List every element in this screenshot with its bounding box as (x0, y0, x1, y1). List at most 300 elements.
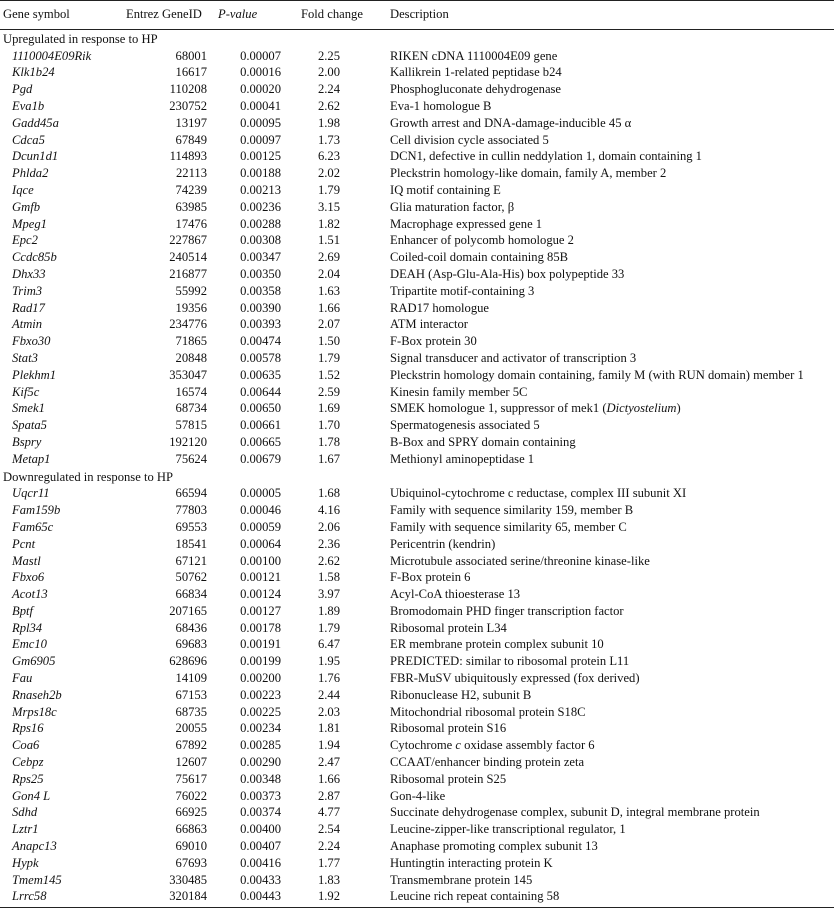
italic-term: Dictyostelium (606, 401, 677, 416)
gene-symbol-cell: Eva1b (12, 98, 45, 113)
fold-change-cell: 2.54 (317, 822, 340, 837)
p-value-cell: 0.00064 (240, 536, 281, 551)
fold-change-cell: 1.79 (317, 350, 340, 365)
p-value-cell: 0.00124 (240, 587, 281, 602)
gene-symbol-cell: Klk1b24 (12, 65, 55, 80)
p-value-cell: 0.00199 (240, 654, 281, 669)
fold-change-cell: 1.89 (317, 603, 340, 618)
entrez-id-cell: 67121 (175, 553, 207, 568)
p-value-cell: 0.00213 (240, 182, 281, 197)
p-value-cell: 0.00007 (240, 48, 281, 63)
entrez-id-cell: 240514 (169, 250, 207, 265)
gene-symbol-cell: Rps16 (12, 721, 44, 736)
fold-change-cell: 1.94 (317, 738, 340, 753)
fold-change-cell: 1.79 (317, 182, 340, 197)
fold-change-cell: 4.16 (317, 503, 340, 518)
description-cell: Family with sequence similarity 65, member C (390, 519, 627, 534)
table-row (0, 182, 834, 199)
entrez-id-cell: 16574 (175, 384, 207, 399)
entrez-id-cell: 110208 (169, 82, 207, 97)
gene-symbol-cell: Gmfb (12, 199, 40, 214)
p-value-cell: 0.00059 (240, 519, 281, 534)
entrez-id-cell: 75617 (175, 771, 207, 786)
description-cell: Ribosomal protein L34 (390, 620, 507, 635)
fold-change-cell: 1.78 (317, 434, 340, 449)
description-cell: Cytochrome c oxidase assembly factor 6 (390, 738, 595, 753)
entrez-id-cell: 234776 (169, 317, 207, 332)
table-row (0, 400, 834, 417)
entrez-id-cell: 192120 (169, 434, 207, 449)
header-description: Description (380, 1, 834, 30)
description-cell: Leucine rich repeat containing 58 (380, 888, 834, 907)
p-value-cell: 0.00400 (240, 822, 281, 837)
fold-change-cell: 2.44 (317, 687, 340, 702)
description-cell: Microtubule associated serine/threonine kinase-like (390, 553, 650, 568)
gene-symbol-cell: Trim3 (12, 283, 43, 298)
p-value-cell: 0.00374 (240, 805, 281, 820)
entrez-id-cell: 67849 (175, 132, 207, 147)
table-row (0, 64, 834, 81)
entrez-id-cell: 19356 (175, 300, 207, 315)
table-row (0, 603, 834, 620)
table-row (0, 553, 834, 570)
fold-change-cell: 2.24 (317, 839, 340, 854)
description-cell: Pleckstrin homology domain containing, family M (with RUN domain) member 1 (390, 367, 804, 382)
description-cell: Pleckstrin homology-like domain, family A, member 2 (390, 166, 667, 181)
entrez-id-cell: 69553 (175, 519, 207, 534)
section-title: Upregulated in response to HP (3, 31, 158, 46)
entrez-id-cell: 13197 (175, 115, 207, 130)
gene-symbol-cell: Rad17 (12, 300, 45, 315)
description-cell: Leucine-zipper-like transcriptional regulator, 1 (390, 822, 626, 837)
entrez-id-cell: 20055 (175, 721, 207, 736)
fold-change-cell: 1.95 (317, 654, 340, 669)
fold-change-cell: 1.70 (317, 418, 340, 433)
table-row (0, 720, 834, 737)
description-cell: IQ motif containing E (390, 182, 501, 197)
fold-change-cell: 2.69 (317, 250, 340, 265)
header-p-value-label: P-value (218, 7, 258, 21)
description-cell: Ribosomal protein S25 (390, 771, 507, 786)
description-cell: DEAH (Asp-Glu-Ala-His) box polypeptide 33 (390, 266, 625, 281)
gene-symbol-cell: Mpeg1 (12, 216, 47, 231)
table-row (0, 81, 834, 98)
entrez-id-cell: 67153 (175, 687, 207, 702)
fold-change-cell: 1.58 (317, 570, 340, 585)
header-p-value (214, 1, 286, 30)
table-row (0, 586, 834, 603)
description-cell: Huntingtin interacting protein K (390, 855, 553, 870)
entrez-id-cell: 628696 (169, 654, 207, 669)
p-value-cell: 0.00358 (240, 283, 281, 298)
header-entrez-geneid: Entrez GeneID (114, 1, 214, 30)
entrez-id-cell: 66834 (175, 587, 207, 602)
gene-symbol-cell: Spata5 (12, 418, 47, 433)
fold-change-cell: 1.79 (317, 620, 340, 635)
entrez-id-cell: 68735 (175, 704, 207, 719)
fold-change-cell: 6.23 (317, 149, 340, 164)
p-value-cell: 0.00407 (240, 839, 281, 854)
entrez-id-cell: 12607 (175, 755, 207, 770)
gene-symbol-cell: Coa6 (12, 738, 40, 753)
gene-symbol-cell: Dhx33 (12, 266, 46, 281)
description-cell: Signal transducer and activator of transcription 3 (390, 350, 637, 365)
description-cell: SMEK homologue 1, suppressor of mek1 (Dictyostelium) (390, 401, 681, 416)
entrez-id-cell: 68436 (175, 620, 207, 635)
fold-change-cell: 1.77 (317, 855, 340, 870)
p-value-cell: 0.00288 (240, 216, 281, 231)
entrez-id-cell: 20848 (175, 350, 207, 365)
fold-change-cell: 1.66 (317, 300, 340, 315)
p-value-cell: 0.00178 (240, 620, 281, 635)
description-cell: Gon-4-like (390, 788, 446, 803)
fold-change-cell: 2.06 (317, 519, 340, 534)
header-fold-change: Fold change (286, 1, 380, 30)
table-row (0, 148, 834, 165)
entrez-id-cell: 14109 (175, 671, 207, 686)
fold-change-cell: 2.36 (317, 536, 340, 551)
fold-change-cell: 1.76 (317, 671, 340, 686)
fold-change-cell: 1.82 (317, 216, 340, 231)
description-cell: Glia maturation factor, β (390, 199, 515, 214)
p-value-cell: 0.00348 (240, 771, 281, 786)
description-cell: Acyl-CoA thioesterase 13 (390, 587, 521, 602)
p-value-cell: 0.00665 (240, 434, 281, 449)
fold-change-cell: 1.73 (317, 132, 340, 147)
fold-change-cell: 3.15 (317, 199, 340, 214)
p-value-cell: 0.00223 (240, 687, 281, 702)
p-value-cell: 0.00041 (240, 98, 281, 113)
description-cell: Succinate dehydrogenase complex, subunit D, integral membrane protein (390, 805, 760, 820)
description-cell: Bromodomain PHD finger transcription factor (390, 603, 624, 618)
fold-change-cell: 2.62 (317, 98, 340, 113)
entrez-id-cell: 230752 (169, 98, 207, 113)
gene-symbol-cell: Atmin (12, 317, 43, 332)
table-row (0, 384, 834, 401)
gene-symbol-cell: Gadd45a (12, 115, 59, 130)
description-cell: ATM interactor (390, 317, 468, 332)
gene-symbol-cell: Epc2 (12, 233, 38, 248)
p-value-cell: 0.00347 (240, 250, 281, 265)
p-value-cell: 0.00433 (240, 872, 281, 887)
fold-change-cell: 2.87 (317, 788, 340, 803)
gene-symbol-cell: Mastl (12, 553, 41, 568)
gene-symbol-cell: Anapc13 (12, 839, 57, 854)
description-cell: RAD17 homologue (390, 300, 489, 315)
section-header-row (0, 468, 834, 486)
gene-symbol-cell: Metap1 (12, 451, 51, 466)
entrez-id-cell: 114893 (169, 149, 207, 164)
description-cell: RIKEN cDNA 1110004E09 gene (390, 48, 558, 63)
gene-symbol-cell: Fau (12, 671, 33, 686)
p-value-cell: 0.00393 (240, 317, 281, 332)
entrez-id-cell: 57815 (175, 418, 207, 433)
entrez-id-cell: 320184 (114, 888, 214, 907)
p-value-cell: 0.00443 (214, 888, 286, 907)
entrez-id-cell: 22113 (175, 166, 207, 181)
gene-symbol-cell: Tmem145 (12, 872, 62, 887)
table-row (0, 653, 834, 670)
table-row (0, 687, 834, 704)
description-cell: Ribonuclease H2, subunit B (390, 687, 532, 702)
table-row (0, 704, 834, 721)
gene-symbol-cell: Pcnt (12, 536, 36, 551)
p-value-cell: 0.00225 (240, 704, 281, 719)
gene-symbol-cell: Rps25 (12, 771, 44, 786)
description-cell: Spermatogenesis associated 5 (390, 418, 540, 433)
entrez-id-cell: 18541 (175, 536, 207, 551)
fold-change-cell: 2.59 (317, 384, 340, 399)
p-value-cell: 0.00474 (240, 334, 281, 349)
p-value-cell: 0.00285 (240, 738, 281, 753)
gene-symbol-cell: Emc10 (12, 637, 47, 652)
p-value-cell: 0.00097 (240, 132, 281, 147)
p-value-cell: 0.00234 (240, 721, 281, 736)
table-row (0, 771, 834, 788)
entrez-id-cell: 55992 (175, 283, 207, 298)
entrez-id-cell: 67693 (175, 855, 207, 870)
gene-symbol-cell: Dcun1d1 (12, 149, 59, 164)
description-cell: Methionyl aminopeptidase 1 (390, 451, 535, 466)
gene-symbol-cell: Lrrc58 (0, 888, 114, 907)
description-cell: Mitochondrial ribosomal protein S18C (390, 704, 586, 719)
table-row (0, 804, 834, 821)
gene-symbol-cell: Hypk (12, 855, 39, 870)
p-value-cell: 0.00100 (240, 553, 281, 568)
gene-symbol-cell: 1110004E09Rik (12, 48, 92, 63)
description-cell: CCAAT/enhancer binding protein zeta (390, 755, 585, 770)
entrez-id-cell: 77803 (175, 503, 207, 518)
description-cell: B-Box and SPRY domain containing (390, 434, 576, 449)
description-cell: Tripartite motif-containing 3 (390, 283, 535, 298)
description-cell: DCN1, defective in cullin neddylation 1, domain containing 1 (390, 149, 702, 164)
entrez-id-cell: 76022 (175, 788, 207, 803)
header-gene-symbol: Gene symbol (0, 1, 114, 30)
table-row (0, 48, 834, 65)
p-value-cell: 0.00020 (240, 82, 281, 97)
gene-symbol-cell: Kif5c (12, 384, 40, 399)
italic-term: c (455, 738, 461, 753)
description-cell: Anaphase promoting complex subunit 13 (390, 839, 598, 854)
entrez-id-cell: 330485 (169, 872, 207, 887)
gene-symbol-cell: Smek1 (12, 401, 45, 416)
entrez-id-cell: 67892 (175, 738, 207, 753)
gene-symbol-cell: Ccdc85b (12, 250, 57, 265)
fold-change-cell: 1.68 (317, 486, 340, 501)
description-cell: Coiled-coil domain containing 85B (390, 250, 569, 265)
entrez-id-cell: 16617 (175, 65, 207, 80)
table-row (0, 670, 834, 687)
fold-change-cell: 1.92 (286, 888, 380, 907)
fold-change-cell: 2.24 (317, 82, 340, 97)
description-cell: F-Box protein 30 (390, 334, 477, 349)
entrez-id-cell: 50762 (175, 570, 207, 585)
gene-symbol-cell: Bspry (12, 434, 42, 449)
description-cell: Kallikrein 1-related peptidase b24 (390, 65, 562, 80)
table-row (0, 754, 834, 771)
table-row (0, 417, 834, 434)
table-row (0, 485, 834, 502)
p-value-cell: 0.00679 (240, 451, 281, 466)
entrez-id-cell: 353047 (169, 367, 207, 382)
table-row (0, 232, 834, 249)
table-row (0, 249, 834, 266)
fold-change-cell: 3.97 (317, 587, 340, 602)
p-value-cell: 0.00191 (240, 637, 281, 652)
fold-change-cell: 1.63 (317, 283, 340, 298)
p-value-cell: 0.00125 (240, 149, 281, 164)
table-row (0, 367, 834, 384)
table-row (0, 636, 834, 653)
fold-change-cell: 1.83 (317, 872, 340, 887)
table-row (0, 620, 834, 637)
description-cell: Transmembrane protein 145 (390, 872, 533, 887)
entrez-id-cell: 75624 (175, 451, 207, 466)
p-value-cell: 0.00661 (240, 418, 281, 433)
table-row (0, 451, 834, 468)
fold-change-cell: 1.50 (317, 334, 340, 349)
p-value-cell: 0.00121 (240, 570, 281, 585)
gene-symbol-cell: Pgd (12, 82, 33, 97)
p-value-cell: 0.00350 (240, 266, 281, 281)
fold-change-cell: 6.47 (317, 637, 340, 652)
table-row (0, 502, 834, 519)
p-value-cell: 0.00650 (240, 401, 281, 416)
gene-symbol-cell: Gon4 L (12, 788, 51, 803)
table-row (0, 788, 834, 805)
fold-change-cell: 1.98 (317, 115, 340, 130)
fold-change-cell: 2.07 (317, 317, 340, 332)
fold-change-cell: 1.66 (317, 771, 340, 786)
gene-symbol-cell: Iqce (12, 182, 34, 197)
entrez-id-cell: 216877 (169, 266, 207, 281)
entrez-id-cell: 69010 (175, 839, 207, 854)
table-row (0, 888, 834, 907)
description-cell: Pericentrin (kendrin) (390, 536, 496, 551)
gene-symbol-cell: Rnaseh2b (12, 687, 62, 702)
section-header-row (0, 29, 834, 47)
gene-symbol-cell: Lztr1 (12, 822, 39, 837)
description-cell: Enhancer of polycomb homologue 2 (390, 233, 574, 248)
gene-symbol-cell: Rpl34 (12, 620, 43, 635)
table-row (0, 350, 834, 367)
entrez-id-cell: 17476 (175, 216, 207, 231)
table-row (0, 333, 834, 350)
description-cell: Phosphogluconate dehydrogenase (390, 82, 562, 97)
entrez-id-cell: 66594 (175, 486, 207, 501)
table-row (0, 199, 834, 216)
table-row (0, 821, 834, 838)
description-cell: Macrophage expressed gene 1 (390, 216, 543, 231)
description-cell: Eva-1 homologue B (390, 98, 492, 113)
gene-symbol-cell: Fbxo30 (12, 334, 51, 349)
fold-change-cell: 2.00 (317, 65, 340, 80)
p-value-cell: 0.00390 (240, 300, 281, 315)
description-cell: Ribosomal protein S16 (390, 721, 507, 736)
entrez-id-cell: 207165 (169, 603, 207, 618)
fold-change-cell: 2.47 (317, 755, 340, 770)
description-cell: F-Box protein 6 (390, 570, 471, 585)
p-value-cell: 0.00016 (240, 65, 281, 80)
table-row (0, 132, 834, 149)
fold-change-cell: 4.77 (317, 805, 340, 820)
gene-symbol-cell: Bptf (12, 603, 33, 618)
table-body (0, 29, 834, 907)
fold-change-cell: 2.62 (317, 553, 340, 568)
gene-symbol-cell: Sdhd (12, 805, 38, 820)
description-cell: Growth arrest and DNA-damage-inducible 45 α (390, 115, 632, 130)
table-row (0, 216, 834, 233)
p-value-cell: 0.00635 (240, 367, 281, 382)
table-row (0, 115, 834, 132)
entrez-id-cell: 74239 (175, 182, 207, 197)
table-row (0, 872, 834, 889)
table-row (0, 316, 834, 333)
table-row (0, 300, 834, 317)
entrez-id-cell: 71865 (175, 334, 207, 349)
fold-change-cell: 2.25 (317, 48, 340, 63)
table-row (0, 737, 834, 754)
fold-change-cell: 1.51 (317, 233, 340, 248)
p-value-cell: 0.00127 (240, 603, 281, 618)
p-value-cell: 0.00005 (240, 486, 281, 501)
description-cell: Cell division cycle associated 5 (390, 132, 549, 147)
gene-symbol-cell: Fam65c (12, 519, 54, 534)
p-value-cell: 0.00046 (240, 503, 281, 518)
table-row (0, 536, 834, 553)
fold-change-cell: 1.67 (317, 451, 340, 466)
entrez-id-cell: 66925 (175, 805, 207, 820)
entrez-id-cell: 68734 (175, 401, 207, 416)
table-row (0, 266, 834, 283)
entrez-id-cell: 63985 (175, 199, 207, 214)
table-row (0, 98, 834, 115)
gene-symbol-cell: Gm6905 (12, 654, 56, 669)
fold-change-cell: 2.04 (317, 266, 340, 281)
p-value-cell: 0.00416 (240, 855, 281, 870)
gene-symbol-cell: Fbxo6 (12, 570, 45, 585)
description-cell: ER membrane protein complex subunit 10 (390, 637, 604, 652)
p-value-cell: 0.00290 (240, 755, 281, 770)
description-cell: Kinesin family member 5C (390, 384, 528, 399)
entrez-id-cell: 68001 (175, 48, 207, 63)
gene-symbol-cell: Mrps18c (12, 704, 57, 719)
table-row (0, 855, 834, 872)
table-header (0, 1, 834, 30)
fold-change-cell: 1.52 (317, 367, 340, 382)
p-value-cell: 0.00236 (240, 199, 281, 214)
header-row (0, 1, 834, 30)
table-row (0, 838, 834, 855)
p-value-cell: 0.00200 (240, 671, 281, 686)
p-value-cell: 0.00644 (240, 384, 281, 399)
gene-symbol-cell: Cdca5 (12, 132, 45, 147)
entrez-id-cell: 69683 (175, 637, 207, 652)
fold-change-cell: 2.02 (317, 166, 340, 181)
gene-symbol-cell: Stat3 (12, 350, 38, 365)
description-cell: Ubiquinol-cytochrome c reductase, complex III subunit XI (390, 486, 687, 501)
entrez-id-cell: 66863 (175, 822, 207, 837)
fold-change-cell: 2.03 (317, 704, 340, 719)
description-cell: PREDICTED: similar to ribosomal protein L11 (390, 654, 630, 669)
fold-change-cell: 1.81 (317, 721, 340, 736)
p-value-cell: 0.00188 (240, 166, 281, 181)
description-cell: Family with sequence similarity 159, member B (390, 503, 634, 518)
section-title: Downregulated in response to HP (3, 469, 173, 484)
gene-symbol-cell: Uqcr11 (12, 486, 50, 501)
gene-symbol-cell: Plekhm1 (12, 367, 57, 382)
fold-change-cell: 1.69 (317, 401, 340, 416)
